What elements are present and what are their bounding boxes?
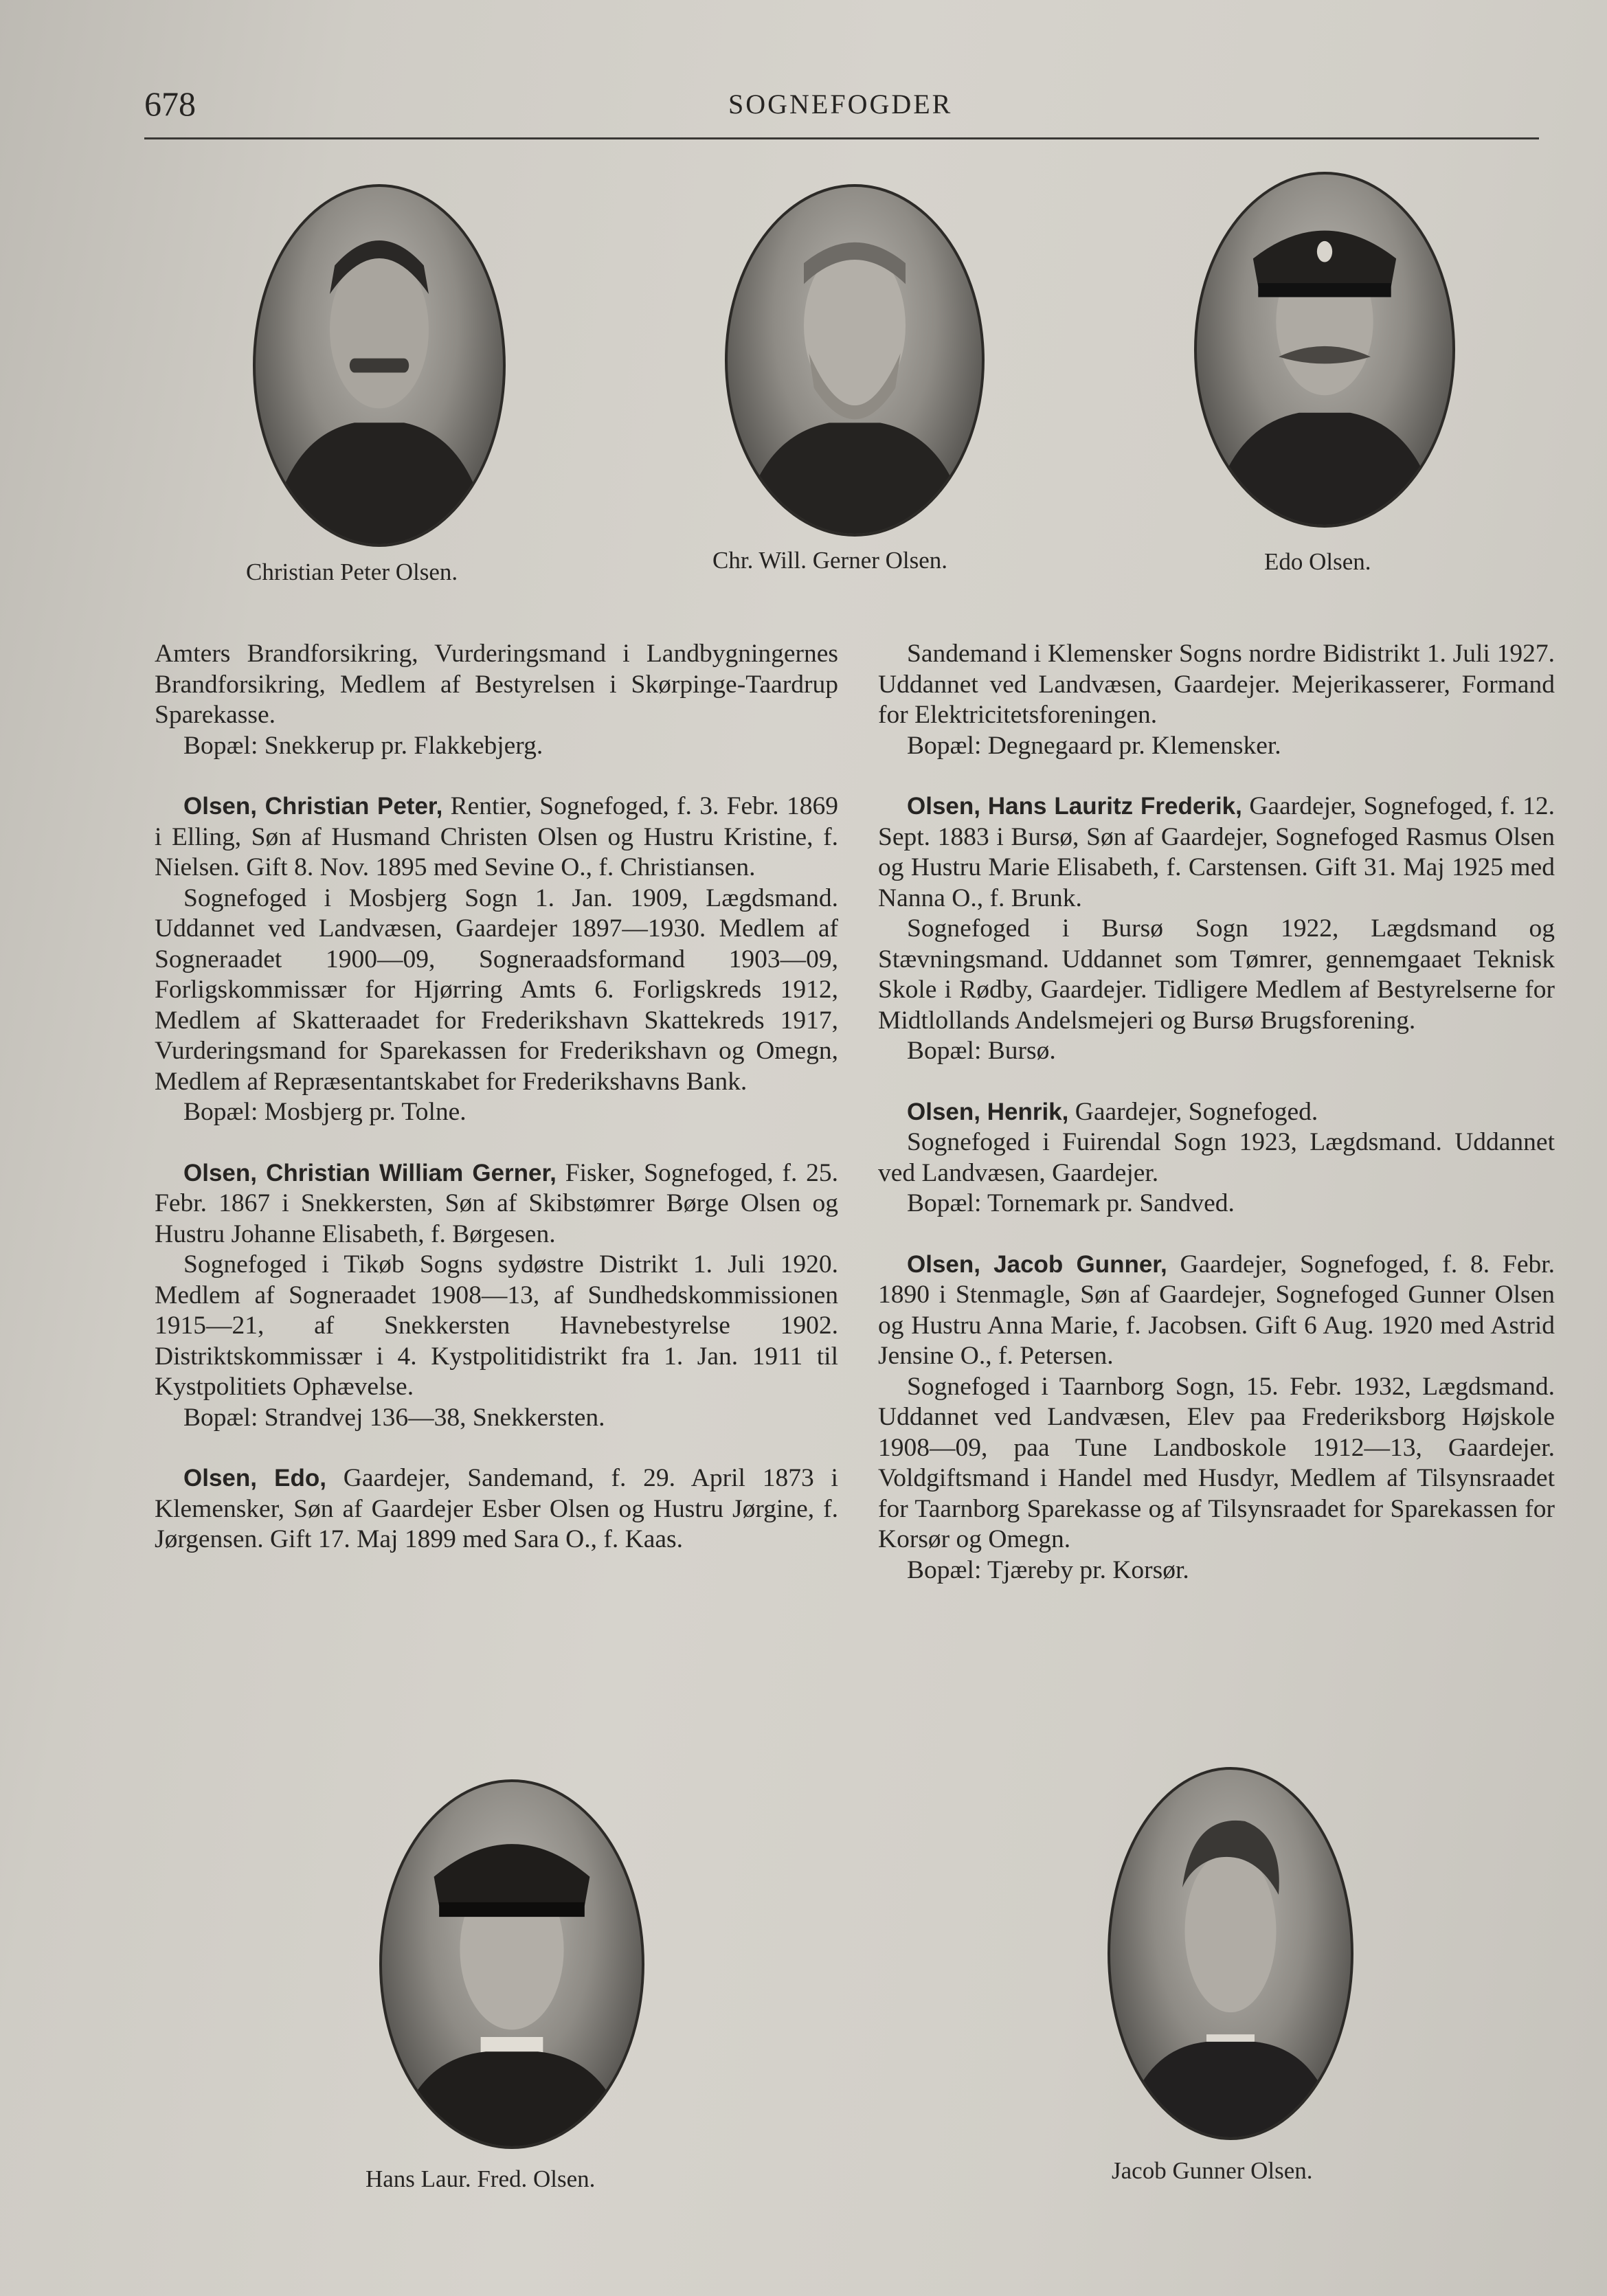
entry-name: Olsen, Christian Peter, [183, 793, 443, 820]
entry-christian-peter-olsen [155, 791, 838, 1128]
entry-edo-olsen [155, 1463, 838, 1555]
portrait-photo [379, 1779, 644, 2149]
entry-christian-william-gerner-olsen [155, 1158, 838, 1434]
residence: Bopæl: Degnegaard pr. Klemensker. [907, 731, 1281, 760]
person-silhouette [382, 1782, 642, 2146]
portrait-caption: Edo Olsen. [1264, 548, 1371, 575]
header-rule [144, 137, 1539, 139]
entry-intro: Gaardejer, Sognefoged. [1068, 1097, 1318, 1126]
page-header [144, 81, 1539, 139]
entry-name: Olsen, Henrik, [907, 1098, 1069, 1125]
continued-text: Sandemand i Klemensker Sogns nordre Bidistrikt 1. Juli 1927. Uddannet ved Landvæsen, Gaardejer. Mejerikasserer, Formand for Elektricitetsforeningen. [878, 640, 1555, 729]
entry-career: Sognefoged i Mosbjerg Sogn 1. Jan. 1909, Lægdsmand. Uddannet ved Landvæsen, Gaardejer 1897—1930. Medlem af Sogneraadet 1900—09, Sogneraadsformand 1903—09, Forligskommissær for Hjørring Amts 6. Forligskreds 1912, Medlem af Skatteraadet for Frederikshavn Skattekreds 1917, Vurderingsmand for Sparekassen for Frederikshavn og Omegn, Medlem af Repræsentantskabet for Frederikshavns Bank. [155, 883, 838, 1096]
entry-jacob-gunner-olsen [878, 1250, 1555, 1586]
left-column [155, 639, 838, 1555]
entry-residence: Bopæl: Tornemark pr. Sandved. [907, 1189, 1235, 1217]
entry-intro: Gaardejer, Sandemand, f. 29. April 1873 i Klemensker, Søn af Gaardejer Esber Olsen og Hustru Jørgine, f. Jørgensen. Gift 17. Maj 1899 med Sara O., f. Kaas. [155, 1464, 838, 1553]
entry-intro: Gaardejer, Sognefoged, f. 8. Febr. 1890 i Stenmagle, Søn af Gaardejer, Sognefoged Gunner Olsen og Hustru Anna Marie, f. Jacobsen. Gift 6 Aug. 1920 med Astrid Jensine O., f. Petersen. [878, 1250, 1555, 1370]
person-silhouette [728, 187, 982, 534]
entry-career: Sognefoged i Bursø Sogn 1922, Lægdsmand og Stævningsmand. Uddannet som Tømrer, gennemgaaet Teknisk Skole i Rødby, Gaardejer. Tidligere Medlem af Bestyrelserne for Midtlollands Andelsmejeri og Bursø Brugsforening. [878, 914, 1555, 1035]
page-number: 678 [144, 85, 196, 123]
entry-residence: Bopæl: Mosbjerg pr. Tolne. [183, 1098, 467, 1126]
entry-name: Olsen, Christian William Gerner, [183, 1159, 557, 1186]
entry-residence: Bopæl: Bursø. [907, 1037, 1056, 1065]
portrait-photo [1108, 1767, 1353, 2140]
entry-intro: Fisker, Sognefoged, f. 25. Febr. 1867 i Snekkersten, Søn af Skibstømrer Børge Olsen og Hustru Johanne Elisabeth, f. Børgesen. [155, 1158, 839, 1248]
entry-residence: Bopæl: Strandvej 136—38, Snekkersten. [183, 1403, 605, 1432]
running-title: SOGNEFOGDER [728, 89, 953, 120]
entry-residence: Bopæl: Tjæreby pr. Korsør. [907, 1555, 1189, 1584]
person-silhouette [256, 187, 503, 544]
portrait-caption: Jacob Gunner Olsen. [1112, 2157, 1313, 2184]
entry-name: Olsen, Jacob Gunner, [907, 1250, 1167, 1278]
person-silhouette [1110, 1770, 1351, 2137]
entry-career: Sognefoged i Taarnborg Sogn, 15. Febr. 1932, Lægdsmand. Uddannet ved Landvæsen, Elev paa Frederiksborg Højskole 1908—09, paa Tune Landboskole 1912—13, Gaardejer. Voldgiftsmand i Handel med Husdyr, Medlem af Tilsynsraadet for Taarnborg Sparekasse og af Tilsynsraadet for Sparekassen for Korsør og Omegn. [878, 1372, 1555, 1553]
entry-career: Sognefoged i Tikøb Sogns sydøstre Distrikt 1. Juli 1920. Medlem af Sogneraadet 1908—13, af Sundhedskommissionen 1915—21, af Snekkersten Havnebestyrelse 1902. Distriktskommissær i 4. Kystpolitidistrikt fra 1. Jan. 1911 til Kystpolitiets Ophævelse. [155, 1250, 838, 1401]
portrait-caption: Hans Laur. Fred. Olsen. [366, 2165, 596, 2192]
portrait-caption: Christian Peter Olsen. [246, 559, 458, 585]
portrait-photo [253, 184, 506, 547]
entry-intro: Gaardejer, Sognefoged, f. 12. Sept. 1883 i Bursø, Søn af Gaardejer, Sognefoged Rasmus Olsen og Hustru Marie Elisabeth, f. Carstensen. Gift 31. Maj 1925 med Nanna O., f. Brunk. [878, 792, 1555, 912]
portrait-photo [725, 184, 985, 537]
entry-name: Olsen, Edo, [183, 1465, 326, 1492]
entry-career: Sognefoged i Fuirendal Sogn 1923, Lægdsmand. Uddannet ved Landvæsen, Gaardejer. [878, 1128, 1555, 1187]
right-column [878, 639, 1555, 1586]
entry-henrik-olsen [878, 1097, 1555, 1219]
entry-name: Olsen, Hans Lauritz Frederik, [907, 793, 1242, 820]
portrait-caption: Chr. Will. Gerner Olsen. [712, 547, 948, 574]
entry-hans-lauritz-frederik-olsen [878, 791, 1555, 1067]
portrait-photo [1194, 172, 1455, 528]
entry-intro: Rentier, Sognefoged, f. 3. Febr. 1869 i Elling, Søn af Husmand Christen Olsen og Hustru Kristine, f. Nielsen. Gift 8. Nov. 1895 med Sevine O., f. Christiansen. [155, 792, 838, 881]
residence: Bopæl: Snekkerup pr. Flakkebjerg. [183, 731, 543, 760]
person-silhouette [1197, 175, 1452, 525]
continued-text: Amters Brandforsikring, Vurderingsmand i Landbygningernes Brandforsikring, Medlem af Bestyrelsen i Skørpinge-Taardrup Sparekasse. [155, 640, 838, 729]
